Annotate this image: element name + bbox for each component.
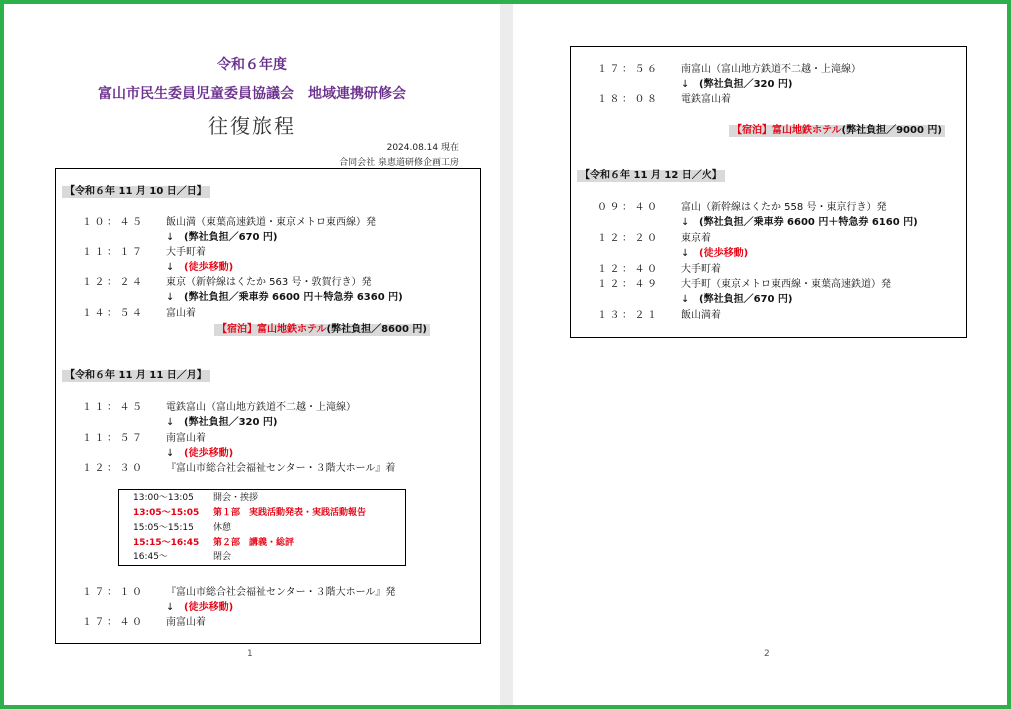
- step-text: 飯山満（東葉高速鉄道・東京メトロ東西線）発: [166, 217, 376, 228]
- page-2: [513, 4, 1007, 705]
- itinerary-transfer: [166, 602, 233, 614]
- event-program-box: [118, 489, 406, 566]
- hotel-cost: (弊社負担／8600 円): [326, 324, 427, 335]
- step-text: 電鉄富山（富山地方鉄道不二越・上滝線）: [166, 402, 356, 413]
- itinerary-step: [597, 94, 731, 106]
- program-row: [133, 493, 258, 504]
- step-text: 東京（新幹線はくたか 563 号・敦賀行き）発: [166, 277, 372, 288]
- program-row: [133, 523, 231, 534]
- step-text: 南富山着: [166, 617, 206, 628]
- step-time: １７：４０: [82, 617, 145, 628]
- itinerary-step: [82, 463, 395, 475]
- itinerary-transfer: [166, 448, 233, 460]
- itinerary-step: [597, 202, 886, 214]
- step-time: ０９：４０: [597, 202, 660, 213]
- company-name: 合同会社 泉恵道研修企画工房: [339, 158, 459, 168]
- title-fiscal-year: 令和６年度: [217, 57, 287, 73]
- step-text: 富山着: [166, 308, 196, 319]
- down-arrow-icon: ↓: [166, 232, 175, 243]
- itinerary-step: [597, 279, 891, 291]
- walk-note: (徒歩移動): [184, 262, 234, 273]
- step-text: 南富山（富山地方鉄道不二越・上滝線）: [681, 64, 861, 75]
- step-text: 電鉄富山着: [681, 94, 731, 105]
- program-text: 第１部 実践活動発表・実践活動報告: [213, 508, 367, 518]
- hotel-name: 【宿泊】富山地鉄ホテル: [217, 324, 327, 335]
- page-number: 2: [764, 649, 770, 659]
- down-arrow-icon: ↓: [681, 248, 690, 259]
- step-text: 『富山市総合社会福祉センター・３階大ホール』発: [166, 587, 396, 598]
- itinerary-transfer: [681, 248, 748, 260]
- program-time: 15:15～16:45: [133, 538, 200, 548]
- step-time: １７：１０: [82, 587, 145, 598]
- itinerary-transfer: [166, 262, 233, 274]
- page-1: [4, 4, 500, 705]
- step-text: 東京着: [681, 233, 711, 244]
- program-text: 開会・挨拶: [213, 493, 259, 503]
- itinerary-step: [597, 233, 711, 245]
- step-text: 『富山市総合社会福祉センター・３階大ホール』着: [166, 463, 396, 474]
- itinerary-step: [82, 433, 206, 445]
- itinerary-step: [597, 264, 721, 276]
- down-arrow-icon: ↓: [166, 417, 175, 428]
- program-row: [133, 538, 294, 549]
- step-time: １２：４９: [597, 279, 660, 290]
- down-arrow-icon: ↓: [681, 294, 690, 305]
- program-text: 休憩: [213, 523, 232, 533]
- program-row: [133, 508, 366, 519]
- itinerary-step: [82, 308, 196, 320]
- step-time: １１：５７: [82, 433, 145, 444]
- step-time: １０：４５: [82, 217, 145, 228]
- day-header: 【令和６年 11 月 10 日／日】: [62, 186, 210, 198]
- itinerary-transfer: [681, 79, 793, 91]
- title-itinerary: 往復旅程: [208, 114, 296, 138]
- program-time: 15:05～15:15: [133, 523, 194, 533]
- step-time: １８：０８: [597, 94, 660, 105]
- hotel-stay-note: [729, 125, 945, 137]
- down-arrow-icon: ↓: [166, 448, 175, 459]
- down-arrow-icon: ↓: [681, 217, 690, 228]
- step-time: １２：２０: [597, 233, 660, 244]
- step-text: 大手町（東京メトロ東西線・東葉高速鉄道）発: [681, 279, 891, 290]
- walk-note: (徒歩移動): [184, 602, 234, 613]
- itinerary-transfer: [166, 292, 403, 304]
- itinerary-step: [82, 587, 395, 599]
- step-time: １４：５４: [82, 308, 145, 319]
- day-header: 【令和６年 11 月 11 日／月】: [62, 370, 210, 382]
- down-arrow-icon: ↓: [166, 292, 175, 303]
- program-time: 13:00～13:05: [133, 493, 194, 503]
- step-time: １２：３０: [82, 463, 145, 474]
- walk-note: (徒歩移動): [184, 448, 234, 459]
- document-viewer: [4, 4, 1007, 705]
- step-time: １１：４５: [82, 402, 145, 413]
- itinerary-step: [82, 277, 371, 289]
- hotel-name: 【宿泊】富山地鉄ホテル: [732, 125, 842, 136]
- itinerary-box-page2: [570, 46, 967, 338]
- page-number: 1: [247, 649, 253, 659]
- step-time: １２：２４: [82, 277, 145, 288]
- itinerary-step: [82, 247, 206, 259]
- program-time: 16:45～: [133, 552, 168, 562]
- itinerary-step: [82, 402, 356, 414]
- fare-note: (弊社負担／乗車券 6600 円＋特急券 6360 円): [184, 292, 403, 303]
- fare-note: (弊社負担／670 円): [699, 294, 793, 305]
- down-arrow-icon: ↓: [681, 79, 690, 90]
- fare-note: (弊社負担／乗車券 6600 円＋特急券 6160 円): [699, 217, 918, 228]
- step-text: 大手町着: [166, 247, 206, 258]
- step-time: １３：２１: [597, 310, 660, 321]
- date-note: 2024.08.14 現在: [386, 143, 459, 153]
- walk-note: (徒歩移動): [699, 248, 749, 259]
- down-arrow-icon: ↓: [166, 262, 175, 273]
- fare-note: (弊社負担／670 円): [184, 232, 278, 243]
- step-time: １２：４０: [597, 264, 660, 275]
- step-text: 富山（新幹線はくたか 558 号・東京行き）発: [681, 202, 887, 213]
- program-time: 13:05～15:05: [133, 508, 200, 518]
- hotel-stay-note: [214, 324, 430, 336]
- step-text: 南富山着: [166, 433, 206, 444]
- program-row: [133, 552, 231, 563]
- step-text: 飯山満着: [681, 310, 721, 321]
- itinerary-step: [597, 64, 861, 76]
- day-header: 【令和６年 11 月 12 日／火】: [577, 170, 725, 182]
- program-text: 第２部 講義・総評: [213, 538, 295, 548]
- fare-note: (弊社負担／320 円): [699, 79, 793, 90]
- itinerary-transfer: [681, 217, 918, 229]
- step-time: １７：５６: [597, 64, 660, 75]
- title-event: 富山市民生委員児童委員協議会 地域連携研修会: [98, 86, 406, 102]
- step-text: 大手町着: [681, 264, 721, 275]
- itinerary-box-page1: [55, 168, 481, 644]
- itinerary-step: [82, 617, 206, 629]
- down-arrow-icon: ↓: [166, 602, 175, 613]
- step-time: １１：１７: [82, 247, 145, 258]
- itinerary-step: [597, 310, 721, 322]
- itinerary-transfer: [166, 232, 278, 244]
- fare-note: (弊社負担／320 円): [184, 417, 278, 428]
- hotel-cost: (弊社負担／9000 円): [841, 125, 942, 136]
- itinerary-transfer: [681, 294, 793, 306]
- itinerary-step: [82, 217, 376, 229]
- itinerary-transfer: [166, 417, 278, 429]
- program-text: 閉会: [213, 552, 232, 562]
